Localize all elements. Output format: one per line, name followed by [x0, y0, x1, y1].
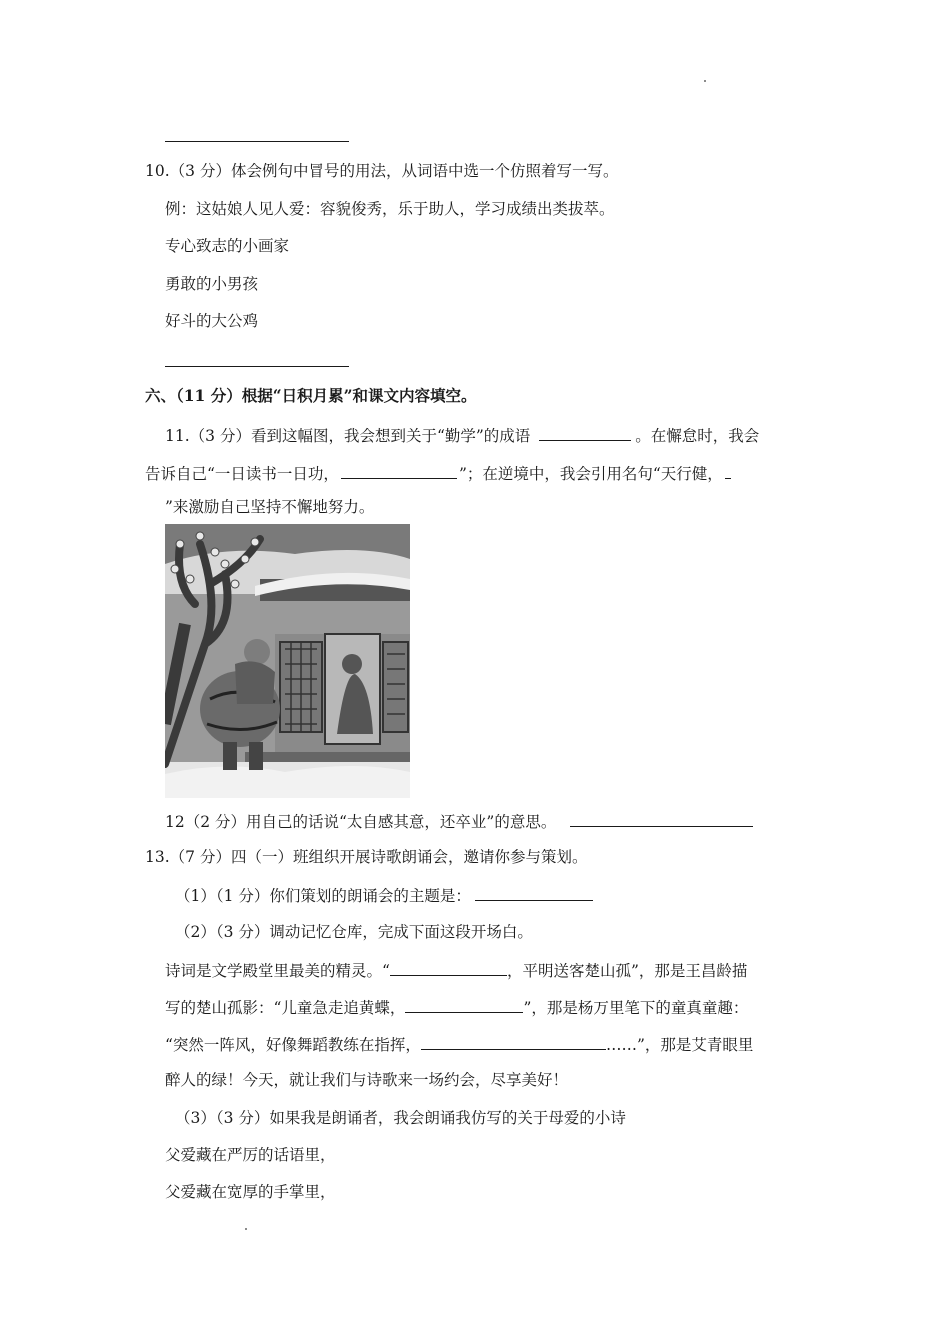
- q13-blank-poem2[interactable]: [405, 996, 523, 1013]
- answer-line-q10[interactable]: [165, 366, 349, 367]
- q11-line1: [165, 424, 759, 446]
- q10-stem: 10.（3 分）体会例句中冒号的用法，从词语中选一个仿照着写一写。: [145, 162, 619, 180]
- q10-example: 例：这姑娘人见人爱：容貌俊秀，乐于助人，学习成绩出类拔萃。: [165, 200, 615, 218]
- q11-text: ”；在逆境中，我会引用名句“天行健，: [458, 465, 723, 483]
- q13-blank-poem3[interactable]: [421, 1033, 606, 1050]
- q11-line2: [145, 462, 731, 484]
- q13-para-line: [165, 996, 748, 1018]
- q13-blank-poem1[interactable]: [390, 959, 507, 976]
- q13-para-line: [165, 1033, 753, 1055]
- q13-para-text: ，平明送客楚山孤”，那是王昌龄描: [506, 962, 748, 980]
- q13-para-text: 诗词是文学殿堂里最美的精灵。“: [165, 962, 390, 980]
- q10-option: 好斗的大公鸡: [165, 312, 259, 330]
- q11-blank-idiom[interactable]: [539, 424, 631, 441]
- q12-text: 12（2 分）用自己的话说“太自感其意，还卒业”的意思。: [165, 813, 557, 831]
- q10-option: 专心致志的小画家: [165, 237, 290, 255]
- q13-para-line: 醉人的绿！今天，就让我们与诗歌来一场约会，尽享美好！: [165, 1071, 569, 1089]
- q13-sub1: [175, 884, 593, 906]
- answer-line-q9[interactable]: [165, 141, 349, 142]
- q13-sub3: （3）（3 分）如果我是朗诵者，我会朗诵我仿写的关于母爱的小诗: [175, 1109, 626, 1127]
- q13-para-text: 写的楚山孤影：“儿童急走追黄蝶，: [165, 999, 406, 1017]
- q11-text: 11.（3 分）看到这幅图，我会想到关于“勤学”的成语: [165, 427, 531, 445]
- q13-para-line: [165, 959, 747, 981]
- section-6-title: 六、（11 分）根据“日积月累”和课文内容填空。: [145, 386, 477, 405]
- q13-para-text: ”，那是杨万里笔下的童真童趣：: [523, 999, 749, 1017]
- stray-dot: [245, 1228, 247, 1230]
- q13-para-text: “突然一阵风，好像舞蹈教练在指挥，: [165, 1036, 421, 1054]
- q11-line3: ”来激励自己坚持不懈地努力。: [165, 498, 375, 516]
- study-illustration: [165, 524, 410, 798]
- q12-blank[interactable]: [570, 810, 753, 827]
- poem-line: 父爱藏在宽厚的手掌里，: [165, 1183, 336, 1201]
- q11-blank-quote[interactable]: [341, 462, 457, 479]
- q13-stem: 13.（7 分）四（一）班组织开展诗歌朗诵会，邀请你参与策划。: [145, 848, 588, 866]
- q11-text: 告诉自己“一日读书一日功，: [145, 465, 339, 483]
- q10-option: 勇敢的小男孩: [165, 275, 259, 293]
- q13-sub1-text: （1）（1 分）你们策划的朗诵会的主题是：: [175, 887, 471, 905]
- stray-dot: [704, 80, 706, 82]
- poem-line: 父爱藏在严厉的话语里，: [165, 1146, 336, 1164]
- q13-sub2: （2）（3 分）调动记忆仓库，完成下面这段开场白。: [175, 923, 533, 941]
- q11-blank-motto[interactable]: [725, 462, 731, 479]
- q12-line: [165, 810, 753, 832]
- q11-text: 。在懈怠时，我会: [635, 427, 760, 445]
- q13-para-text: ……”，那是艾青眼里: [605, 1036, 754, 1054]
- q13-theme-blank[interactable]: [475, 884, 593, 901]
